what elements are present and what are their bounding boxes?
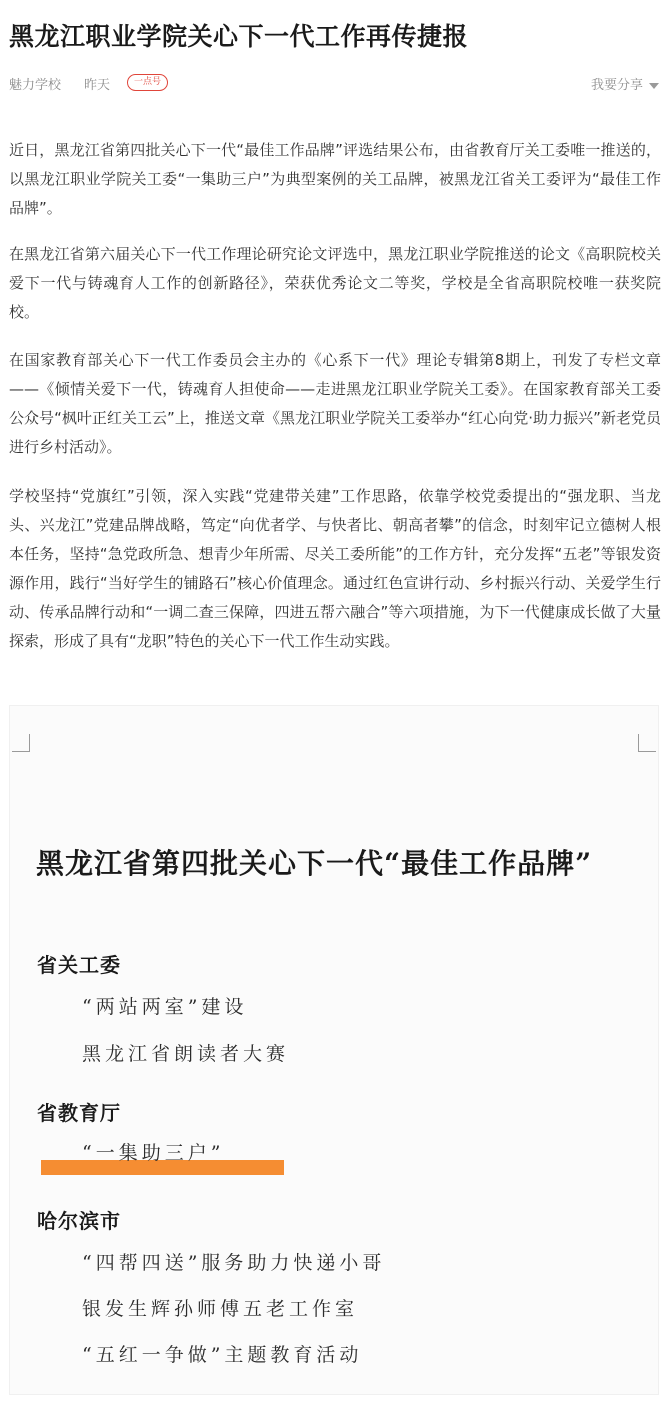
article-meta <box>9 72 659 94</box>
source-badge: 一点号 <box>127 74 168 91</box>
share-label: 我要分享 <box>590 78 643 93</box>
document-list-item: “五红一争做”主题教育活动 <box>82 1344 363 1366</box>
article-paragraph: 近日，黑龙江省第四批关心下一代“最佳工作品牌”评选结果公布，由省教育厅关工委唯一推送的，以黑龙江职业学院关工委“一集助三户”为典型案例的关工品牌，被黑龙江省关工委评为“最佳工作品牌”。 <box>9 141 661 217</box>
document-title: 黑龙江省第四批关心下一代“最佳工作品牌” <box>36 847 593 880</box>
publish-time: 昨天 <box>84 78 111 93</box>
document-list-item: “两站两室”建设 <box>82 996 248 1018</box>
document-section-heading: 省关工委 <box>37 953 121 977</box>
article-title: 黑龙江职业学院关心下一代工作再传捷报 <box>9 22 469 51</box>
document-list-item: “一集助三户” <box>82 1142 225 1164</box>
document-section-heading: 省教育厅 <box>37 1101 121 1125</box>
document-list-item: 黑龙江省朗读者大赛 <box>82 1043 290 1065</box>
corner-mark <box>638 734 656 752</box>
source-name[interactable]: 魅力学校 <box>9 78 62 93</box>
article-paragraph: 学校坚持“党旗红”引领，深入实践“党建带关建”工作思路，依靠学校党委提出的“强龙职、当龙头、兴龙江”党建品牌战略，笃定“向优者学、与快者比、朝高者攀”的信念，时刻牢记立德树人根本任务，坚持“急党政所急、想青少年所需、尽关工委所能”的工作方针，充分发挥“五老”等银发资源作用，践行“当好学生的铺路石”核心价值理念。通过红色宣讲行动、乡村振兴行动、关爱学生行动、传承品牌行动和“一调二查三保障，四进五帮六融合”等六项措施，为下一代健康成长做了大量探索，形成了具有“龙职”特色的关心下一代工作生动实践。 <box>9 487 661 650</box>
corner-mark <box>12 734 30 752</box>
share-button[interactable] <box>591 74 659 93</box>
document-section-heading: 哈尔滨市 <box>37 1209 121 1233</box>
article-paragraph: 在黑龙江省第六届关心下一代工作理论研究论文评选中，黑龙江职业学院推送的论文《高职院校关爱下一代与铸魂育人工作的创新路径》，荣获优秀论文二等奖，学校是全省高职院校唯一获奖院校。 <box>9 245 661 321</box>
chevron-down-icon <box>649 83 659 89</box>
document-list-item: 银发生辉孙师傅五老工作室 <box>82 1298 359 1320</box>
article-paragraph: 在国家教育部关心下一代工作委员会主办的《心系下一代》理论专辑第8期上，刊发了专栏文章——《倾情关爱下一代，铸魂育人担使命——走进黑龙江职业学院关工委》。在国家教育部关工委公众号“枫叶正红关工云”上，推送文章《黑龙江职业学院关工委举办“红心向党·助力振兴”新老党员进行乡村活动》。 <box>9 351 661 456</box>
document-list-item: “四帮四送”服务助力快递小哥 <box>82 1252 386 1274</box>
document-image[interactable] <box>9 705 659 1395</box>
